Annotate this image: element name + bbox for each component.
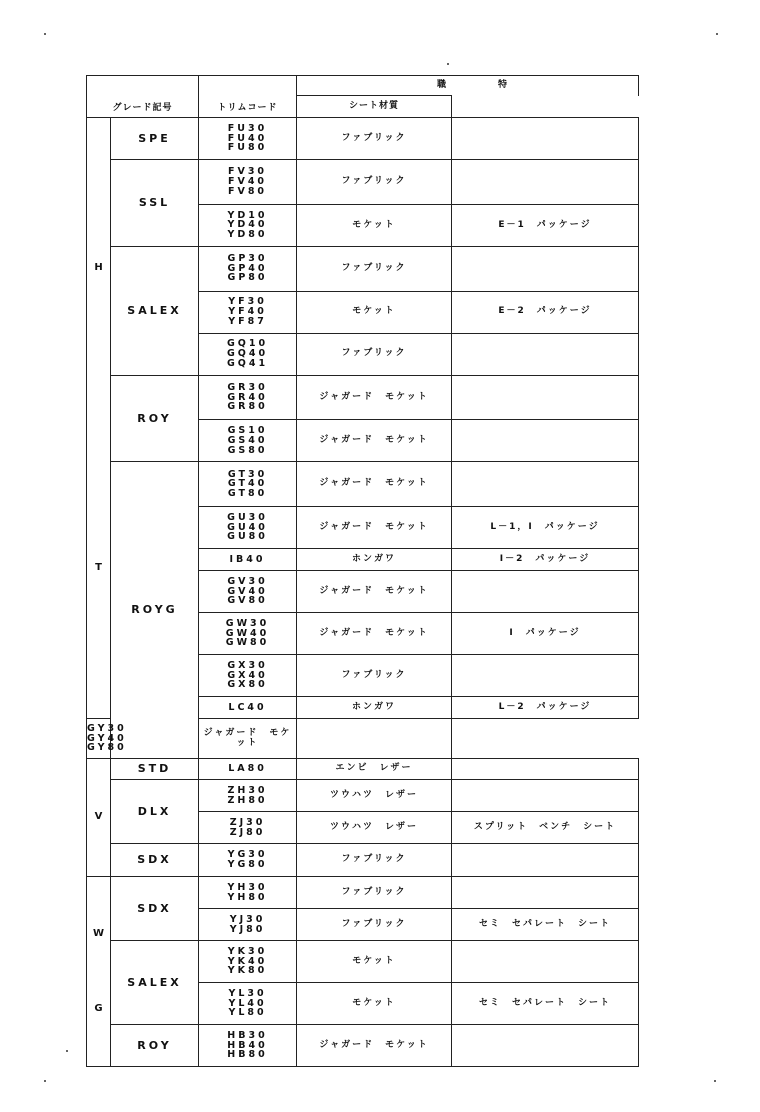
spec-note-cell: セミ セパレート シート (452, 909, 639, 941)
seat-material-cell: ジャガード モケット (297, 375, 452, 420)
trim-code-cell (199, 333, 297, 375)
spec-note-cell: I パッケージ (452, 613, 639, 655)
trim-code-cell (199, 759, 297, 780)
trim-code-cell (199, 877, 297, 909)
trim-code: GX80 (227, 679, 268, 691)
spec-note-cell (452, 941, 639, 983)
seat-material-cell: ツウハツ レザー (297, 780, 452, 812)
trim-code: GV30 (227, 575, 268, 587)
trim-code: FU80 (227, 142, 268, 154)
trim-code: GR80 (227, 401, 268, 413)
trim-code-cell (199, 160, 297, 205)
spec-note-cell (452, 780, 639, 812)
trim-code: YK80 (227, 965, 268, 977)
seat-material-cell: ジャガード モケット (297, 420, 452, 462)
trim-code: YH30 (227, 881, 268, 893)
spec-note-cell: L－2 パッケージ (452, 697, 639, 719)
trim-code-cell (199, 1025, 297, 1067)
trim-code: LC40 (228, 701, 267, 713)
trim-code: LA80 (228, 763, 267, 775)
grade-cell: STD (111, 759, 199, 780)
trim-code: ZJ30 (229, 816, 266, 828)
scan-speck (716, 33, 718, 35)
header-seat-material (297, 96, 452, 118)
seat-material-cell: モケット (297, 291, 452, 333)
trim-code: GW40 (225, 627, 270, 639)
spec-note-cell: I－2 パッケージ (452, 549, 639, 571)
trim-code: YK30 (227, 945, 268, 957)
trim-code: YD40 (227, 219, 268, 231)
trim-code: HB40 (227, 1039, 268, 1051)
grade-cell: SALEX (111, 246, 199, 375)
header-spec (297, 76, 639, 96)
scan-speck (44, 33, 46, 35)
seat-material-cell: モケット (297, 983, 452, 1025)
trim-code: YG30 (227, 849, 268, 861)
grade-cell: ROY (111, 1025, 199, 1067)
grade-cell: SDX (111, 844, 199, 877)
spec-note-cell: E－2 パッケージ (452, 291, 639, 333)
spec-note-cell (452, 877, 639, 909)
trim-code: YL80 (228, 1007, 267, 1019)
scan-speck (447, 63, 449, 65)
trim-code-table (86, 75, 639, 1067)
trim-code: GV40 (227, 585, 268, 597)
trim-code: GX30 (227, 659, 268, 671)
spec-note-cell (452, 333, 639, 375)
spec-note-cell (452, 571, 639, 613)
trim-code-cell (87, 719, 127, 759)
header-spec-empty (452, 96, 639, 118)
trim-code: GX40 (227, 669, 268, 681)
grade-cell: DLX (111, 780, 199, 844)
trim-code: GT30 (227, 468, 268, 480)
trim-code: GW80 (225, 637, 270, 649)
trim-code-cell (199, 909, 297, 941)
trim-code-cell (199, 571, 297, 613)
trim-code: YK40 (227, 955, 268, 967)
trim-code: GR30 (227, 381, 268, 393)
trim-code: GQ41 (226, 357, 269, 369)
trim-code: GR40 (227, 391, 268, 403)
spec-note-cell (452, 118, 639, 160)
trim-code: GY30 (87, 722, 127, 734)
seat-material-cell: ファブリック (297, 333, 452, 375)
group-ht-label-1: H (94, 261, 103, 273)
trim-code-cell (199, 375, 297, 420)
spec-note-cell: L－1，I パッケージ (452, 507, 639, 549)
grade-cell: ROY (111, 375, 199, 462)
trim-code: FV40 (227, 176, 268, 188)
seat-material-cell: ファブリック (297, 877, 452, 909)
seat-material-cell: ファブリック (297, 655, 452, 697)
trim-code: IB40 (229, 553, 266, 565)
trim-code-cell (199, 613, 297, 655)
trim-code: ZH30 (227, 784, 268, 796)
trim-code-cell (199, 941, 297, 983)
spec-note-cell (452, 759, 639, 780)
trim-code: YF87 (228, 315, 267, 327)
trim-code: GU40 (227, 521, 268, 533)
trim-code: YJ80 (229, 923, 266, 935)
trim-code-cell (199, 697, 297, 719)
trim-code: GY80 (87, 742, 127, 754)
trim-code: GU80 (227, 531, 268, 543)
trim-code: GP30 (227, 253, 268, 265)
seat-material-cell: ファブリック (297, 246, 452, 291)
trim-code: HB30 (227, 1029, 268, 1041)
trim-code: YF30 (228, 296, 267, 308)
seat-material-cell: ファブリック (297, 909, 452, 941)
seat-material-cell: ジャガード モケット (297, 571, 452, 613)
group-wg (87, 877, 111, 1067)
trim-code-cell (199, 655, 297, 697)
seat-material-cell: モケット (297, 204, 452, 246)
header-trim-label: トリムコード (217, 102, 278, 113)
spec-note-cell: セミ セパレート シート (452, 983, 639, 1025)
header-grade-label: グレード記号 (112, 102, 173, 113)
trim-code: GT40 (227, 478, 268, 490)
trim-code: GP80 (227, 272, 268, 284)
spec-note-cell (452, 246, 639, 291)
trim-code: ZH80 (227, 794, 268, 806)
trim-code: GS40 (227, 434, 268, 446)
spec-note-cell: スプリット ベンチ シート (452, 812, 639, 844)
grade-cell: SDX (111, 877, 199, 941)
trim-code-cell (199, 507, 297, 549)
trim-code-cell (199, 118, 297, 160)
trim-code: GQ10 (226, 338, 269, 350)
trim-code: GU30 (227, 511, 268, 523)
grade-cell: SPE (111, 118, 199, 160)
trim-code: ZJ80 (229, 826, 266, 838)
trim-code: YJ30 (229, 913, 266, 925)
group-wg-label-2: G (94, 1002, 103, 1014)
trim-code-cell (199, 780, 297, 812)
grade-cell: SALEX (111, 941, 199, 1025)
spec-note-cell (452, 462, 639, 507)
trim-code: GQ40 (226, 348, 269, 360)
seat-material-cell: ホンガワ (297, 697, 452, 719)
seat-material-cell: エンビ レザー (297, 759, 452, 780)
trim-code-cell (199, 204, 297, 246)
scan-speck (66, 1050, 68, 1052)
header-spec-a: 職 (437, 79, 448, 90)
header-trim-code (199, 76, 297, 118)
trim-code: GW30 (225, 617, 270, 629)
seat-material-cell: ホンガワ (297, 549, 452, 571)
trim-code: HB80 (227, 1049, 268, 1061)
grade-cell: SSL (111, 160, 199, 247)
seat-material-cell: ジャガード モケット (297, 613, 452, 655)
trim-code-cell (199, 420, 297, 462)
seat-material-cell: ジャガード モケット (297, 1025, 452, 1067)
spec-note-cell (452, 375, 639, 420)
seat-material-cell: ジャガード モケット (297, 462, 452, 507)
trim-code: GS80 (227, 444, 268, 456)
trim-code-cell (199, 246, 297, 291)
group-ht-label-2: T (95, 561, 102, 573)
spec-note-cell: E－1 パッケージ (452, 204, 639, 246)
trim-code: YL40 (228, 997, 267, 1009)
scan-speck (44, 1080, 46, 1082)
group-ht (87, 118, 111, 719)
seat-material-cell: ファブリック (297, 118, 452, 160)
group-wg-label-1: W (92, 927, 105, 939)
trim-code: YD80 (227, 229, 268, 241)
trim-code: GY40 (87, 732, 127, 744)
trim-code: YH80 (227, 891, 268, 903)
spec-note-cell (297, 719, 452, 759)
seat-material-cell: ジャガード モケット (297, 507, 452, 549)
trim-code: FU40 (227, 132, 268, 144)
trim-code-cell (199, 549, 297, 571)
trim-code: GS10 (227, 425, 268, 437)
spec-note-cell (452, 1025, 639, 1067)
trim-code: FV30 (227, 166, 268, 178)
trim-code: YF40 (228, 306, 267, 318)
trim-code: YD10 (227, 209, 268, 221)
header-spec-b: 特 (498, 79, 509, 90)
group-v: V (87, 759, 111, 877)
trim-code-cell (199, 844, 297, 877)
seat-material-cell: ファブリック (297, 844, 452, 877)
trim-code-cell (199, 462, 297, 507)
seat-material-cell: ジャガード モケット (199, 719, 297, 759)
seat-material-cell: ツウハツ レザー (297, 812, 452, 844)
trim-code: YL30 (228, 987, 267, 999)
grade-cell: ROYG (111, 462, 199, 759)
trim-code: GT80 (227, 487, 268, 499)
spec-note-cell (452, 420, 639, 462)
trim-code-cell (199, 983, 297, 1025)
trim-code: FU30 (227, 122, 268, 134)
scan-speck (714, 1080, 716, 1082)
trim-code: GP40 (227, 262, 268, 274)
spec-note-cell (452, 160, 639, 205)
trim-code-cell (199, 812, 297, 844)
header-seat-material-label: シート材質 (349, 100, 400, 111)
spec-note-cell (452, 844, 639, 877)
trim-code: YG80 (227, 859, 268, 870)
header-grade (87, 76, 199, 118)
seat-material-cell: モケット (297, 941, 452, 983)
spec-note-cell (452, 655, 639, 697)
seat-material-cell: ファブリック (297, 160, 452, 205)
trim-code: FV80 (227, 185, 268, 197)
trim-code-cell (199, 291, 297, 333)
trim-code: GV80 (227, 595, 268, 607)
